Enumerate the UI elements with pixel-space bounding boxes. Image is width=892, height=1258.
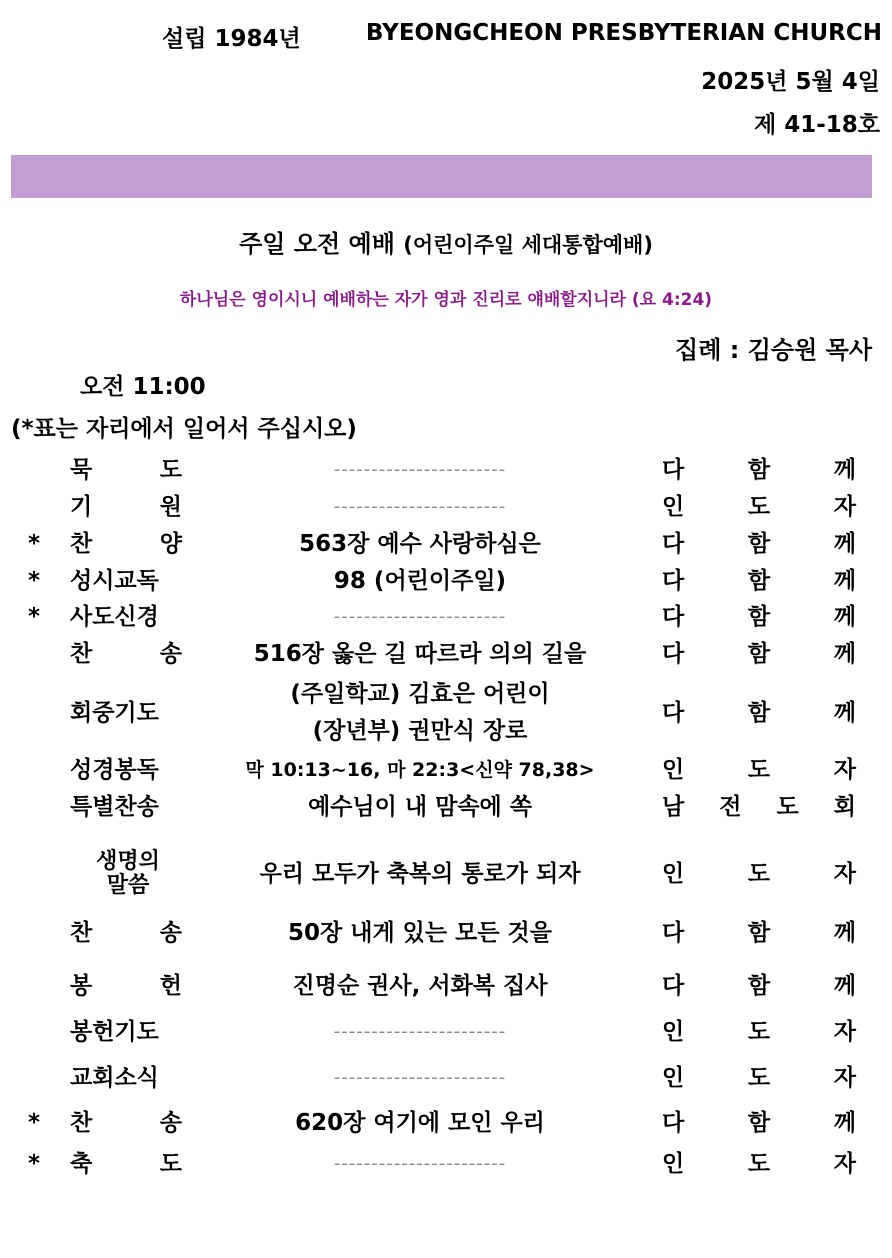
order-item-leader [662,563,856,599]
order-item-name [70,789,182,825]
order-item-content: 563장 예수 사랑하심은 [299,531,541,557]
order-row [0,599,892,635]
order-row [0,489,892,525]
order-item-name-part: 봉헌기도 [70,1019,159,1045]
order-item-leader [662,1105,856,1141]
order-item-name-part: 찬 [70,920,93,946]
order-item-leader-part: 함 [747,457,771,483]
service-time: 오전 11:00 [80,374,206,400]
order-item-leader-part: 함 [747,1110,771,1136]
order-item-content: 98 (어린이주일) [333,568,507,594]
standing-note: (*표는 자리에서 일어서 주십시오) [11,416,357,442]
order-item-content: ----------------------- [333,1021,507,1042]
order-item-name-part: 생명의 [96,849,160,874]
order-item-leader [662,1014,856,1050]
order-row [0,1014,892,1050]
order-item-name-part: 찬 [70,1110,93,1136]
order-item-leader [662,752,856,788]
order-item-leader-part: 다 [662,604,685,630]
order-item-name-part: 기 [70,494,93,520]
order-item-leader-part: 함 [747,973,771,999]
order-item-leader-part: 인 [662,494,685,520]
order-item-name-part: 송 [159,641,182,667]
order-item-name-part: 송 [159,1110,182,1136]
order-item-leader-part: 께 [833,457,856,483]
order-row [0,563,892,599]
standing-marker: * [28,1110,41,1136]
order-item-leader-part: 께 [833,920,856,946]
order-item-leader-part: 함 [747,568,771,594]
order-item-leader-part: 다 [662,700,685,726]
order-row [0,452,892,488]
order-item-leader [662,789,856,825]
order-row [0,676,892,750]
order-item-content: 50장 내게 있는 모든 것을 [288,920,552,946]
order-item-name-part: 교회소식 [70,1065,159,1091]
order-item-leader [662,489,856,525]
order-item-leader-part: 함 [747,604,771,630]
order-item-leader-part: 께 [833,604,856,630]
order-item-name [88,844,168,904]
order-item-name-part: 헌 [159,973,182,999]
order-row [0,526,892,562]
order-item-leader [662,968,856,1004]
order-item-name-part: 성시교독 [70,568,159,594]
order-item-leader-part: 다 [662,568,685,594]
order-item-leader [662,1146,856,1182]
order-item-content: 516장 옳은 길 따르라 의의 길을 [253,641,587,667]
standing-marker: * [28,531,41,557]
order-row [0,1105,892,1141]
order-item-leader-part: 인 [662,1019,685,1045]
order-item-content: 예수님이 내 맘속에 쏙 [308,794,532,820]
order-item-name-part: 묵 [70,457,93,483]
order-item-content: 진명순 권사, 서화복 집사 [292,973,548,999]
order-item-name-part: 도 [159,1151,182,1177]
order-item-leader-part: 다 [662,641,685,667]
order-row [0,968,892,1004]
order-item-name-part: 말씀 [106,873,150,898]
order-item-name [70,489,182,525]
order-item-name [70,1060,182,1096]
order-item-leader-part: 전 [719,794,742,820]
order-item-name-part: 회중기도 [70,700,159,726]
order-item-name-part: 양 [159,531,182,557]
order-item-leader-part: 도 [747,861,771,887]
order-item-name [70,599,182,635]
order-item-leader-part: 께 [833,568,856,594]
issue-number: 제 41-18호 [753,112,880,138]
order-item-name-part: 축 [70,1151,93,1177]
order-item-name [70,676,182,750]
header-divider-bar [11,155,872,198]
order-item-content: ----------------------- [333,1067,507,1088]
order-row [0,915,892,951]
order-item-leader-part: 다 [662,1110,685,1136]
order-item-name [70,452,182,488]
order-item-leader-part: 회 [833,794,856,820]
order-item-leader-part: 자 [833,1019,856,1045]
order-item-leader-part: 도 [747,1019,771,1045]
order-item-leader-part: 자 [833,861,856,887]
order-item-name [70,915,182,951]
order-item-content: ----------------------- [333,606,507,627]
order-item-leader-part: 함 [747,641,771,667]
order-row [0,752,892,788]
order-item-leader-part: 자 [833,1065,856,1091]
order-item-name-part: 찬 [70,641,93,667]
order-item-content: ----------------------- [333,1153,507,1174]
order-item-leader-part: 께 [833,700,856,726]
order-item-leader-part: 남 [662,794,685,820]
order-item-leader-part: 자 [833,1151,856,1177]
order-item-leader-part: 께 [833,1110,856,1136]
standing-marker: * [28,1151,41,1177]
order-item-leader-part: 함 [747,920,771,946]
service-title [0,224,892,259]
order-item-content: 우리 모두가 축복의 통로가 되자 [259,861,581,887]
order-item-name [70,1146,182,1182]
order-item-content-line: (주일학교) 김효은 어린이 [290,681,550,707]
officiant: 집례 : 김승원 목사 [675,336,872,364]
order-item-content: ----------------------- [333,459,507,480]
order-item-leader-part: 함 [747,531,771,557]
order-row [0,1060,892,1096]
standing-marker: * [28,568,41,594]
order-item-leader-part: 자 [833,494,856,520]
order-item-leader-part: 께 [833,531,856,557]
order-item-leader-part: 함 [747,700,771,726]
order-item-leader-part: 도 [776,794,799,820]
order-item-name [70,526,182,562]
order-item-name [70,1014,182,1050]
order-item-name-part: 특별찬송 [70,794,159,820]
established-year: 설립 1984년 [162,26,301,52]
order-item-leader-part: 도 [747,1065,771,1091]
order-item-content: ----------------------- [333,496,507,517]
standing-marker: * [28,604,41,630]
church-name: BYEONGCHEON PRESBYTERIAN CHURCH [365,20,882,46]
order-row [0,844,892,904]
order-item-leader [662,1060,856,1096]
order-item-leader-part: 인 [662,757,685,783]
order-item-name [70,968,182,1004]
order-item-leader [662,599,856,635]
service-subtitle: (어린이주일 세대통합예배) [403,233,653,257]
order-item-name-part: 성경봉독 [70,757,159,783]
order-item-leader-part: 인 [662,1065,685,1091]
order-row [0,789,892,825]
order-item-name-part: 봉 [70,973,93,999]
order-item-content: 620장 여기에 모인 우리 [295,1110,545,1136]
order-item-leader-part: 다 [662,920,685,946]
order-item-name-part: 사도신경 [70,604,159,630]
order-item-leader-part: 다 [662,973,685,999]
bulletin-date: 2025년 5월 4일 [701,69,880,95]
order-item-leader-part: 다 [662,531,685,557]
order-item-leader [662,844,856,904]
scripture-verse: 하나님은 영이시니 예배하는 자가 영과 진리로 얘배할지니라 (요 4:24) [179,290,713,310]
order-item-leader [662,676,856,750]
order-item-name-part: 찬 [70,531,93,557]
order-item-content-line: (장년부) 권만식 장로 [312,718,528,744]
order-item-name-part: 원 [159,494,182,520]
order-item-name [70,563,182,599]
order-item-leader [662,452,856,488]
order-item-content: 막 10:13~16, 마 22:3<신약 78,38> [245,759,595,781]
order-item-leader-part: 도 [747,1151,771,1177]
order-row [0,1146,892,1182]
order-item-leader [662,526,856,562]
order-item-leader-part: 다 [662,457,685,483]
order-item-leader-part: 자 [833,757,856,783]
order-item-name [70,636,182,672]
service-title-main: 주일 오전 예배 [239,230,395,258]
order-item-name-part: 송 [159,920,182,946]
order-item-leader-part: 도 [747,494,771,520]
order-item-name [70,752,182,788]
order-item-leader [662,636,856,672]
order-item-leader-part: 께 [833,641,856,667]
order-row [0,636,892,672]
order-item-leader-part: 인 [662,1151,685,1177]
order-item-leader-part: 인 [662,861,685,887]
order-item-name-part: 도 [159,457,182,483]
order-item-leader-part: 께 [833,973,856,999]
order-item-leader [662,915,856,951]
order-item-content [195,676,645,750]
order-item-leader-part: 도 [747,757,771,783]
order-item-name [70,1105,182,1141]
